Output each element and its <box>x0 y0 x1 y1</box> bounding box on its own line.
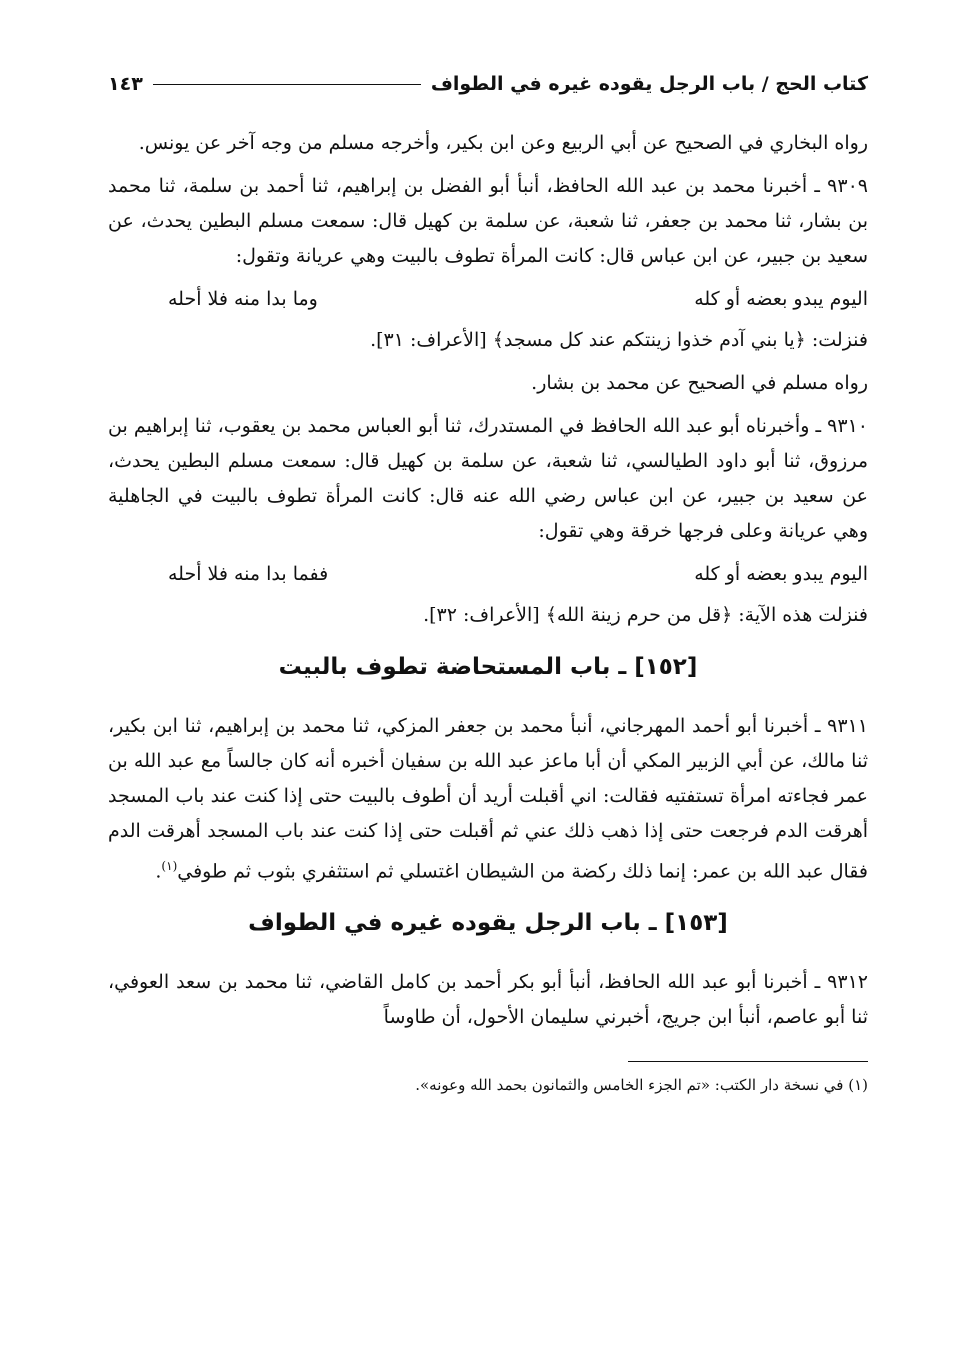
verse-line-2 <box>108 557 868 592</box>
verse-1-second-hemistich: وما بدا منه فلا أحله <box>168 288 318 310</box>
hadith-9312: ٩٣١٢ ـ أخبرنا أبو عبد الله الحافظ، أنبأ أبو بكر أحمد بن كامل القاضي، ثنا محمد بن سعد العوفي، ثنا أبو عاصم، أنبأ ابن جريج، أخبرني سليمان الأحول، أن طاوساً <box>108 971 868 1029</box>
footnote-1: (١) في نسخة دار الكتب: «تم الجزء الخامس والثمانون بحمد الله وعونه». <box>415 1076 868 1095</box>
chapter-heading-153: [١٥٣] ـ باب الرجل يقوده غيره في الطواف <box>248 910 728 937</box>
hadith-9310: ٩٣١٠ ـ وأخبرناه أبو عبد الله الحافظ في المستدرك، ثنا أبو العباس محمد بن يعقوب، ثنا إبراهيم بن مرزوق، ثنا أبو داود الطيالسي، ثنا شعبة، عن سلمة بن كهيل قال: سمعت مسلم البطين يحدث، عن سعيد بن جبير، عن ابن عباس رضي الله عنه قال: كانت المرأة تطوف بالبيت في الجاهلية وهي عريانة وعلى فرجها خرقة وهي تقول: <box>108 415 868 542</box>
footnote-separator <box>628 1061 868 1062</box>
paragraph-revelation-1: فنزلت: ﴿يا بني آدم خذوا زينتكم عند كل مسجد﴾ [الأعراف: ٣١]. <box>370 329 868 351</box>
header-rule <box>153 84 421 85</box>
verse-2-first-hemistich: اليوم يبدو بعضه أو كله <box>694 563 868 585</box>
paragraph-intro: رواه البخاري في الصحيح عن أبي الربيع وعن ابن بكير، وأخرجه مسلم من وجه آخر عن يونس. <box>138 132 868 154</box>
hadith-9311-end: . <box>155 860 162 883</box>
hadith-9311 <box>108 709 868 889</box>
running-header <box>108 60 868 108</box>
page-number: ١٤٣ <box>108 73 143 95</box>
header-title: كتاب الحج / باب الرجل يقوده غيره في الطواف <box>430 73 868 95</box>
verse-line-1 <box>108 282 868 317</box>
verse-2-second-hemistich: ففما بدا منه فلا أحله <box>168 563 329 585</box>
hadith-9311-text: ٩٣١١ ـ أخبرنا أبو أحمد المهرجاني، أنبأ محمد بن جعفر المزكي، ثنا محمد بن إبراهيم، ثنا ابن بكير، ثنا مالك، عن أبي الزبير المكي أن أبا ماعز عبد الله بن سفيان أخبره أنه كان جالساً مع عبد الله بن عمر فجاءته امرأة تستفتيه فقالت: اني أقبلت أريد أن أطوف بالبيت حتى إذا كنت عند باب المسجد أهرقت الدم فرجعت حتى إذا ذهب ذلك عني ثم أقبلت حتى إذا كنت عند باب المسجد أهرقت الدم فقال عبد الله بن عمر: إنما ذلك ركضة من الشيطان اغتسلي ثم استثفري بثوب ثم طوفي <box>108 715 868 883</box>
paragraph-revelation-2: فنزلت هذه الآية: ﴿قل من حرم زينة الله﴾ [الأعراف: ٣٢]. <box>423 604 868 626</box>
paragraph-narrated-muslim: رواه مسلم في الصحيح عن محمد بن بشار. <box>531 372 868 394</box>
page <box>108 60 868 1098</box>
verse-1-first-hemistich: اليوم يبدو بعضه أو كله <box>694 288 868 310</box>
hadith-9309: ٩٣٠٩ ـ أخبرنا محمد بن عبد الله الحافظ، أنبأ أبو الفضل بن إبراهيم، ثنا أحمد بن سلمة، ثنا محمد بن بشار، ثنا محمد بن جعفر، ثنا شعبة، عن سلمة بن كهيل قال: سمعت مسلم البطين يحدث، عن سعيد بن جبير، عن ابن عباس قال: كانت المرأة تطوف بالبيت وهي عريانة وتقول: <box>108 175 868 267</box>
footnote-marker[interactable]: (١) <box>161 859 178 873</box>
chapter-heading-152: [١٥٢] ـ باب المستحاضة تطوف بالبيت <box>278 654 698 680</box>
